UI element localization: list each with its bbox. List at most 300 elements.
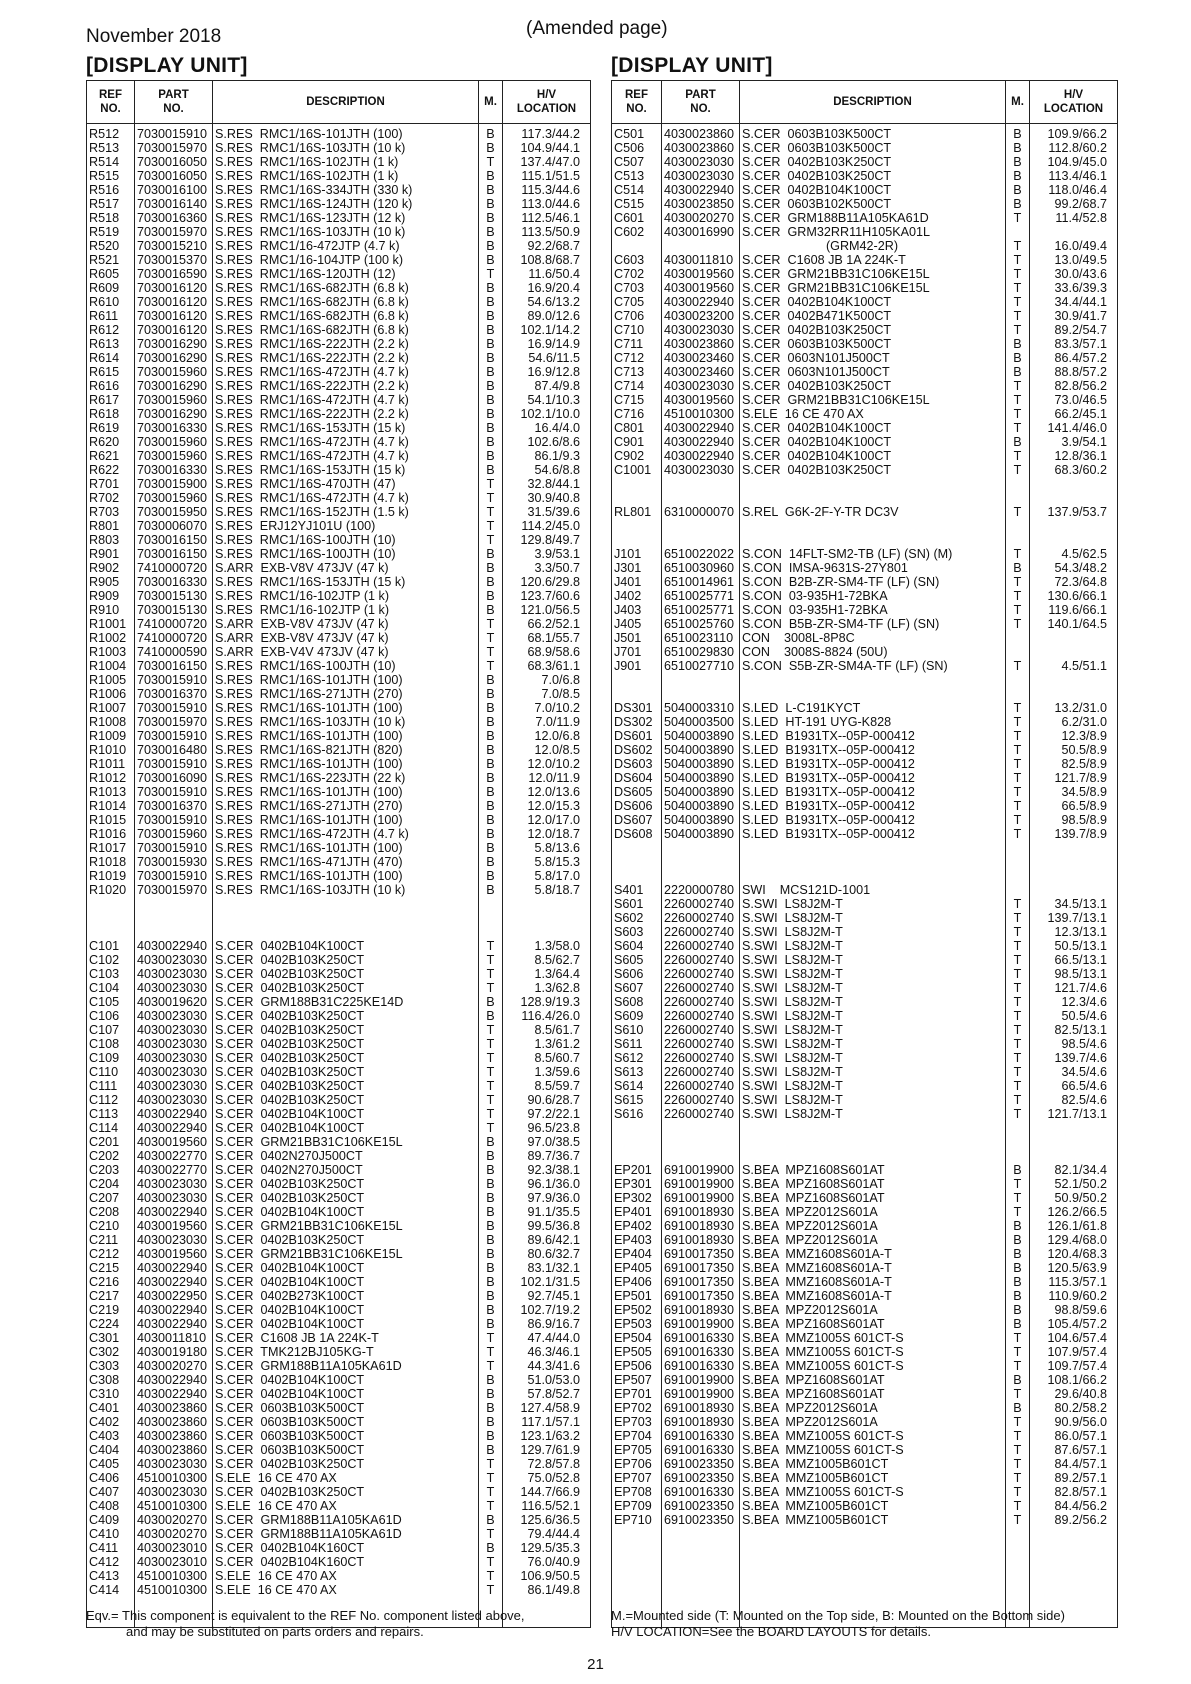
table-cell: B: [1013, 127, 1022, 141]
table-cell: C705: [614, 295, 645, 309]
table-cell: 5040003890: [664, 771, 735, 785]
table-cell: S.SWI LS8J2M-T: [742, 911, 843, 925]
table-cell: [1032, 519, 1107, 533]
table-cell: 4030022950: [137, 1289, 208, 1303]
table-cell: C204: [89, 1177, 120, 1191]
table-cell: 6910019900: [664, 1387, 735, 1401]
table-cell: B: [1013, 1303, 1022, 1317]
table-cell: B: [486, 589, 495, 603]
table-cell: S.SWI LS8J2M-T: [742, 1065, 843, 1079]
table-cell: B: [486, 701, 495, 715]
table-cell: 4030023030: [137, 1065, 208, 1079]
table-cell: S.CER 0402B104K100CT: [215, 1387, 365, 1401]
table-cell: 80.2/58.2: [1054, 1401, 1107, 1415]
table-cell: S.CER 0402B103K250CT: [742, 379, 892, 393]
table-cell: DS607: [614, 813, 653, 827]
table-cell: J401: [614, 575, 642, 589]
table-cell: C215: [89, 1261, 120, 1275]
table-cell: [481, 911, 500, 925]
table-cell: 4510010300: [137, 1471, 208, 1485]
table-cell: 89.7/36.7: [527, 1149, 580, 1163]
table-cell: T: [1013, 1471, 1022, 1485]
table-cell: S.RES RMC1/16-472JTP (4.7 k): [215, 239, 400, 253]
table-cell: R1013: [89, 785, 127, 799]
table-cell: B: [486, 995, 495, 1009]
table-cell: T: [486, 1583, 495, 1597]
table-cell: C515: [614, 197, 645, 211]
amended-note: (Amended page): [526, 18, 668, 39]
table-cell: S.BEA MPZ1608S601AT: [742, 1163, 885, 1177]
table-cell: B: [1013, 337, 1022, 351]
table-cell: 30.0/43.6: [1054, 267, 1107, 281]
table-cell: 118.0/46.4: [1048, 183, 1107, 197]
table-cell: S.CER 0402B104K100CT: [215, 939, 365, 953]
table-cell: 6910018930: [664, 1205, 735, 1219]
table-cell: 104.9/45.0: [1047, 155, 1107, 169]
table-cell: S.RES RMC1/16S-101JTH (100): [215, 757, 403, 771]
table-cell: 7030016120: [137, 309, 208, 323]
table-cell: 5040003890: [664, 813, 735, 827]
table-cell: C109: [89, 1051, 120, 1065]
table-cell: S611: [614, 1037, 643, 1051]
table-cell: 16.9/14.9: [527, 337, 580, 351]
table-cell: S.BEA MPZ2012S601A: [742, 1401, 878, 1415]
table-cell: 127.4/58.9: [520, 1401, 580, 1415]
table-cell: 7.0/11.9: [535, 715, 580, 729]
table-cell: T: [486, 645, 495, 659]
table-cell: C703: [614, 281, 645, 295]
table-cell: T: [1013, 323, 1022, 337]
table-cell: B: [486, 253, 495, 267]
table-cell: 12.3/4.6: [1061, 995, 1107, 1009]
table-cell: 6510014961: [664, 575, 735, 589]
table-cell: 2260002740: [664, 1107, 735, 1121]
table-cell: 107.9/57.4: [1047, 1345, 1107, 1359]
table-cell: 4030023030: [137, 1093, 208, 1107]
table-cell: S.CER 0402B103K250CT: [742, 323, 892, 337]
table-cell: C207: [89, 1191, 120, 1205]
table-cell: B: [486, 351, 495, 365]
table-cell: C211: [89, 1233, 119, 1247]
table-cell: C402: [89, 1415, 120, 1429]
table-cell: 5040003500: [664, 715, 735, 729]
table-cell: 4.5/62.5: [1061, 547, 1107, 561]
table-cell: S.CON B2B-ZR-SM4-TF (LF) (SN): [742, 575, 940, 589]
table-cell: S.SWI LS8J2M-T: [742, 925, 843, 939]
table-cell: 115.3/44.6: [521, 183, 580, 197]
col-header-ref: REF NO.: [612, 81, 662, 124]
table-cell: 5040003890: [664, 827, 735, 841]
table-cell: 1.3/62.8: [534, 981, 580, 995]
table-cell: S.BEA MMZ1005S 601CT-S: [742, 1359, 904, 1373]
table-cell: 5040003890: [664, 785, 735, 799]
table-cell: S.RES RMC1/16S-123JTH (12 k): [215, 211, 406, 225]
table-cell: DS605: [614, 785, 653, 799]
table-cell: C101: [89, 939, 120, 953]
table-cell: 7030015910: [137, 127, 208, 141]
table-cell: 72.8/57.8: [527, 1457, 580, 1471]
table-cell: [614, 687, 659, 701]
table-cell: B: [486, 295, 495, 309]
table-cell: S.RES RMC1/16S-472JTH (4.7 k): [215, 393, 409, 407]
table-cell: B: [486, 211, 495, 225]
table-cell: [742, 477, 1003, 491]
table-cell: 13.2/31.0: [1054, 701, 1107, 715]
table-cell: T: [1013, 1345, 1022, 1359]
table-cell: C107: [89, 1023, 120, 1037]
table-cell: 7030015130: [137, 589, 208, 603]
table-cell: S.ELE 16 CE 470 AX: [742, 407, 864, 421]
table-cell: T: [1013, 1205, 1022, 1219]
table-cell: T: [486, 659, 495, 673]
col-header-hv-location: H/V LOCATION: [1030, 81, 1118, 124]
table-cell: S.RES RMC1/16S-222JTH (2.2 k): [215, 337, 409, 351]
table-cell: S.CER 0402B103K250CT: [215, 1079, 365, 1093]
table-cell: S.BEA MMZ1005S 601CT-S: [742, 1345, 904, 1359]
table-cell: S.CER 0402B103K250CT: [215, 1233, 365, 1247]
table-cell: [1032, 869, 1107, 883]
table-cell: 6910016330: [664, 1359, 735, 1373]
table-cell: EP706: [614, 1457, 652, 1471]
section-title-right: [DISPLAY UNIT]: [611, 54, 773, 77]
table-cell: 6910016330: [664, 1443, 735, 1457]
table-cell: S.RES RMC1/16S-101JTH (100): [215, 701, 403, 715]
table-cell: B: [486, 869, 495, 883]
table-cell: 6910023350: [664, 1471, 735, 1485]
table-cell: S.CER 0603B103K500CT: [215, 1443, 365, 1457]
table-cell: C409: [89, 1513, 120, 1527]
table-cell: 4030023030: [137, 1009, 208, 1023]
table-cell: B: [486, 379, 495, 393]
table-cell: C602: [614, 225, 645, 239]
table-cell: R1009: [89, 729, 127, 743]
table-cell: B: [486, 1205, 495, 1219]
table-cell: [1032, 841, 1107, 855]
table-cell: B: [486, 1219, 495, 1233]
table-cell: 139.7/13.1: [1047, 911, 1107, 925]
table-cell: 87.6/57.1: [1054, 1443, 1107, 1457]
table-cell: S.CER 0402B104K100CT: [215, 1107, 365, 1121]
table-cell: EP301: [614, 1177, 652, 1191]
table-cell: B: [486, 1443, 495, 1457]
table-cell: R518: [89, 211, 120, 225]
table-cell: C507: [614, 155, 645, 169]
table-cell: 50.5/8.9: [1061, 743, 1107, 757]
table-cell: R620: [89, 435, 120, 449]
table-cell: S.RES RMC1/16S-682JTH (6.8 k): [215, 295, 409, 309]
table-cell: 12.3/13.1: [1054, 925, 1107, 939]
table-cell: 7.0/8.5: [541, 687, 580, 701]
table-cell: 6910016330: [664, 1485, 735, 1499]
table-cell: 2260002740: [664, 995, 735, 1009]
table-cell: 4030023030: [137, 967, 208, 981]
table-cell: S.RES RMC1/16S-682JTH (6.8 k): [215, 281, 409, 295]
table-cell: EP503: [614, 1317, 652, 1331]
table-cell: S603: [614, 925, 644, 939]
table-cell: T: [1013, 1051, 1022, 1065]
table-cell: S614: [614, 1079, 644, 1093]
table-cell: T: [486, 491, 495, 505]
table-cell: T: [1013, 897, 1022, 911]
table-cell: R801: [89, 519, 120, 533]
table-cell: R609: [89, 281, 120, 295]
table-cell: S.CER 0402B103K250CT: [215, 967, 365, 981]
table-cell: 109.7/57.4: [1047, 1359, 1107, 1373]
table-cell: 4030022940: [137, 1317, 208, 1331]
table-cell: 7030016100: [137, 183, 208, 197]
table-cell: [89, 897, 132, 911]
table-cell: 115.1/51.5: [521, 169, 580, 183]
table-cell: C105: [89, 995, 120, 1009]
table-cell: S.CER GRM188B11A105KA61D: [215, 1527, 402, 1541]
table-cell: [664, 869, 737, 883]
table-cell: 130.6/66.1: [1047, 589, 1107, 603]
table-cell: C414: [89, 1583, 120, 1597]
table-cell: S.BEA MPZ2012S601A: [742, 1233, 878, 1247]
table-cell: EP701: [614, 1387, 652, 1401]
table-cell: 11.6/50.4: [528, 267, 580, 281]
table-cell: [664, 687, 737, 701]
table-cell: T: [1013, 589, 1022, 603]
table-cell: 6510027710: [664, 659, 735, 673]
table-cell: 4030023030: [137, 953, 208, 967]
table-cell: S.CER 0603B103K500CT: [215, 1429, 365, 1443]
table-cell: 7030015900: [137, 477, 208, 491]
table-cell: S.BEA MMZ1005S 601CT-S: [742, 1443, 904, 1457]
table-cell: 98.5/8.9: [1061, 813, 1107, 827]
table-cell: 7030015960: [137, 491, 208, 505]
table-cell: B: [1013, 1317, 1022, 1331]
table-cell: EP704: [614, 1429, 652, 1443]
table-cell: 112.8/60.2: [1048, 141, 1107, 155]
table-cell: R1002: [89, 631, 127, 645]
table-cell: 7030016290: [137, 407, 208, 421]
table-cell: T: [1013, 701, 1022, 715]
table-cell: 50.5/4.6: [1061, 1009, 1107, 1023]
table-cell: B: [486, 1429, 495, 1443]
table-cell: S.RES RMC1/16S-101JTH (100): [215, 813, 403, 827]
table-cell: S.SWI LS8J2M-T: [742, 953, 843, 967]
table-cell: (GRM42-2R): [742, 239, 899, 253]
table-cell: C710: [614, 323, 645, 337]
table-cell: T: [1013, 393, 1022, 407]
table-cell: B: [1013, 351, 1022, 365]
table-cell: [664, 1135, 737, 1149]
table-cell: B: [486, 407, 495, 421]
table-cell: 114.2/45.0: [521, 519, 580, 533]
table-cell: B: [486, 575, 495, 589]
table-cell: T: [486, 155, 495, 169]
table-cell: [1032, 673, 1107, 687]
table-cell: R902: [89, 561, 120, 575]
table-cell: S.CER 0603B103K500CT: [215, 1415, 365, 1429]
table-cell: S.ARR EXB-V8V 473JV (47 k): [215, 561, 389, 575]
table-cell: C202: [89, 1149, 120, 1163]
table-cell: 4030022940: [137, 1275, 208, 1289]
table-cell: 137.9/53.7: [1047, 505, 1107, 519]
table-cell: 7030016370: [137, 799, 208, 813]
table-cell: B: [486, 673, 495, 687]
table-cell: R1015: [89, 813, 127, 827]
table-cell: C901: [614, 435, 645, 449]
table-cell: B: [486, 813, 495, 827]
table-cell: T: [486, 533, 495, 547]
table-cell: 4030022940: [137, 1303, 208, 1317]
table-cell: T: [486, 1079, 495, 1093]
table-cell: 2260002740: [664, 897, 735, 911]
table-cell: 66.5/13.1: [1054, 953, 1107, 967]
table-cell: 4030022940: [664, 183, 735, 197]
col-header-hv-location: H/V LOCATION: [503, 81, 591, 124]
table-cell: R605: [89, 267, 120, 281]
table-cell: S.RES RMC1/16S-101JTH (100): [215, 729, 403, 743]
table-cell: 1.3/59.6: [534, 1065, 580, 1079]
table-cell: 7030016090: [137, 771, 208, 785]
table-cell: 11.4/52.8: [1055, 211, 1107, 225]
table-cell: C224: [89, 1317, 120, 1331]
table-cell: [742, 687, 1003, 701]
table-cell: S.RES RMC1/16S-103JTH (10 k): [215, 225, 406, 239]
table-cell: [481, 925, 500, 939]
table-cell: EP506: [614, 1359, 652, 1373]
table-cell: T: [1013, 1079, 1022, 1093]
table-cell: S.CER GRM21BB31C106KE15L: [742, 267, 930, 281]
table-cell: 89.2/54.7: [1054, 323, 1107, 337]
table-cell: 7030015930: [137, 855, 208, 869]
table-cell: S.CER C1608 JB 1A 224K-T: [215, 1331, 379, 1345]
table-cell: T: [1013, 1023, 1022, 1037]
table-cell: S.CER 0603B103K500CT: [742, 141, 892, 155]
table-cell: B: [486, 337, 495, 351]
table-cell: T: [1013, 729, 1022, 743]
table-cell: 34.5/8.9: [1061, 785, 1107, 799]
table-cell: 82.5/13.1: [1054, 1023, 1107, 1037]
table-cell: 90.6/28.7: [527, 1093, 580, 1107]
description-column: [213, 124, 479, 1628]
table-cell: 4030022940: [137, 1205, 208, 1219]
table-cell: 5040003890: [664, 743, 735, 757]
table-cell: B: [1013, 1247, 1022, 1261]
table-cell: S.RES RMC1/16S-222JTH (2.2 k): [215, 407, 409, 421]
table-cell: S.RES RMC1/16S-682JTH (6.8 k): [215, 323, 409, 337]
table-cell: 4030022940: [137, 1107, 208, 1121]
table-cell: 92.3/38.1: [527, 1163, 580, 1177]
table-cell: T: [486, 1457, 495, 1471]
table-cell: T: [1013, 1177, 1022, 1191]
table-cell: R1003: [89, 645, 127, 659]
table-cell: J402: [614, 589, 642, 603]
table-cell: 7030015910: [137, 757, 208, 771]
table-cell: 97.9/36.0: [527, 1191, 580, 1205]
document-date: November 2018: [86, 26, 222, 47]
table-cell: 6910018930: [664, 1233, 735, 1247]
table-cell: 66.2/52.1: [527, 617, 580, 631]
table-cell: T: [1013, 575, 1022, 589]
table-cell: 4030023030: [664, 379, 735, 393]
table-cell: S.ARR EXB-V8V 473JV (47 k): [215, 617, 389, 631]
table-cell: 106.9/50.5: [520, 1569, 580, 1583]
table-cell: 7030015960: [137, 449, 208, 463]
table-cell: 7030006070: [137, 519, 208, 533]
table-cell: T: [486, 1499, 495, 1513]
table-cell: 2220000780: [664, 883, 735, 897]
table-cell: 113.4/46.1: [1048, 169, 1107, 183]
table-cell: S.CER 0603B103K500CT: [215, 1401, 365, 1415]
table-cell: C715: [614, 393, 645, 407]
table-cell: 7030015910: [137, 701, 208, 715]
table-cell: B: [486, 1135, 495, 1149]
table-cell: 54.3/48.2: [1054, 561, 1107, 575]
table-cell: EP302: [614, 1191, 652, 1205]
table-cell: 5040003310: [664, 701, 735, 715]
table-cell: [664, 1121, 737, 1135]
table-cell: 3.3/50.7: [534, 561, 580, 575]
table-cell: [1032, 225, 1107, 239]
table-cell: 2260002740: [664, 953, 735, 967]
table-cell: T: [1013, 505, 1022, 519]
table-cell: S.RES RMC1/16S-101JTH (100): [215, 785, 403, 799]
table-cell: S.CER 0402B104K100CT: [215, 1121, 365, 1135]
table-cell: 123.7/60.6: [520, 589, 580, 603]
table-cell: B: [1013, 197, 1022, 211]
table-cell: S.BEA MPZ2012S601A: [742, 1303, 878, 1317]
table-cell: 4030023030: [137, 1023, 208, 1037]
table-cell: 4030022770: [137, 1149, 208, 1163]
table-cell: B: [486, 1373, 495, 1387]
table-cell: [1032, 533, 1107, 547]
table-cell: S.LED B1931TX--05P-000412: [742, 827, 915, 841]
table-cell: 84.4/57.1: [1054, 1457, 1107, 1471]
table-cell: S.CER 0603N101J500CT: [742, 351, 890, 365]
table-cell: S.CER 0402B104K100CT: [215, 1373, 365, 1387]
ref-column: [87, 124, 135, 1628]
table-cell: B: [486, 883, 495, 897]
table-cell: B: [486, 1317, 495, 1331]
table-cell: 141.4/46.0: [1047, 421, 1107, 435]
table-cell: B: [486, 365, 495, 379]
table-cell: C404: [89, 1443, 120, 1457]
table-cell: 12.0/18.7: [527, 827, 580, 841]
table-cell: T: [486, 1331, 495, 1345]
table-cell: 13.0/49.5: [1054, 253, 1107, 267]
table-cell: [215, 925, 476, 939]
table-cell: 109.9/66.2: [1047, 127, 1107, 141]
table-cell: S.CER 0402B103K250CT: [215, 1009, 365, 1023]
table-cell: B: [486, 309, 495, 323]
table-cell: 33.6/39.3: [1054, 281, 1107, 295]
table-cell: 7030015970: [137, 715, 208, 729]
table-cell: T: [1013, 1009, 1022, 1023]
table-cell: T: [1013, 967, 1022, 981]
table-cell: 1.3/64.4: [534, 967, 580, 981]
table-cell: 119.6/66.1: [1048, 603, 1107, 617]
table-cell: B: [486, 1163, 495, 1177]
table-cell: S.CER GRM21BB31C106KE15L: [215, 1247, 403, 1261]
table-cell: 7030016370: [137, 687, 208, 701]
table-cell: 2260002740: [664, 911, 735, 925]
table-cell: 96.5/23.8: [527, 1121, 580, 1135]
table-cell: S.CON 03-935H1-72BKA: [742, 589, 888, 603]
table-cell: 7.0/6.8: [541, 673, 580, 687]
table-cell: S608: [614, 995, 644, 1009]
table-cell: T: [1013, 211, 1022, 225]
table-cell: B: [1013, 155, 1022, 169]
table-cell: S.RES RMC1/16S-271JTH (270): [215, 687, 403, 701]
table-cell: R1014: [89, 799, 127, 813]
table-cell: 1.3/58.0: [534, 939, 580, 953]
table-cell: [137, 911, 210, 925]
table-cell: 4030019560: [664, 393, 735, 407]
